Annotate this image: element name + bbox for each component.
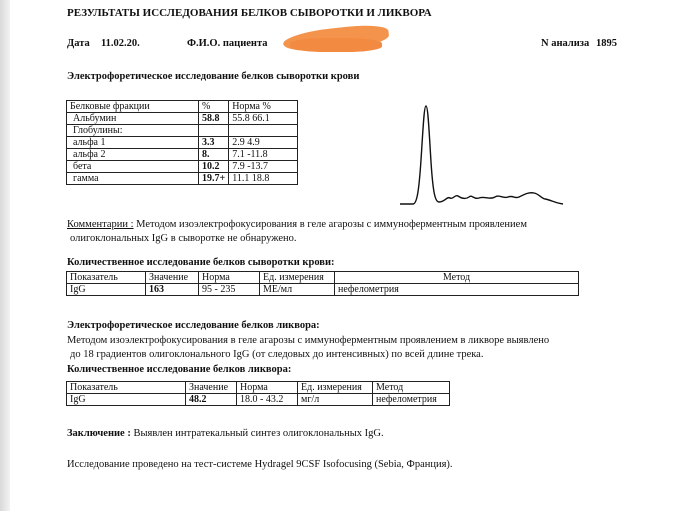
fraction-percent: 19.7+ [199,173,229,185]
csf-text-line-1: Методом изоэлектрофокусирования в геле агарозы с иммуноферментным проявлением в ликворе выявлено [67,335,550,346]
csf-text-line-2: до 18 градиентов олигоклонального IgG (от следовых до интенсивных) по всей длине трека. [70,349,484,360]
column-header: Метод [335,272,579,284]
method-cell: нефелометрия [373,394,450,406]
column-header: Норма [237,382,298,394]
norm-cell: 95 - 235 [199,284,260,296]
serum-electrophoresis-heading: Электрофоретическое исследование белков сыворотки крови [67,71,360,82]
curve-line [400,106,563,204]
column-header: Значение [186,382,237,394]
serum-quant-table [66,271,579,296]
fraction-name: Глобулины: [67,125,199,137]
column-header: Метод [373,382,450,394]
fraction-norm: 7.1 -11.8 [229,149,298,161]
fraction-name: бета [67,161,199,173]
conclusion-line [67,428,384,440]
table-row [67,149,298,161]
table-row [67,125,298,137]
table-header-row [67,101,298,113]
page-edge [0,0,10,511]
csf-quant-heading: Количественное исследование белков ликвора: [67,364,292,375]
electrophoresis-curve [395,100,570,210]
table-header-row [67,382,450,394]
fraction-norm: 7.9 -13.7 [229,161,298,173]
footer-text: Исследование проведено на тест-системе Hydragel 9CSF Isofocusing (Sebia, Франция). [67,459,453,470]
table-row [67,394,450,406]
comment-line-1 [67,219,527,231]
fraction-norm [229,125,298,137]
fraction-percent [199,125,229,137]
fraction-percent: 10.2 [199,161,229,173]
date-label: Дата [67,38,90,49]
fraction-name: альфа 2 [67,149,199,161]
column-header: Норма [199,272,260,284]
fraction-name: Альбумин [67,113,199,125]
value-cell: 163 [146,284,199,296]
unit-cell: МЕ/мл [260,284,335,296]
column-header: Показатель [67,272,146,284]
indicator-cell: IgG [67,394,186,406]
date-value: 11.02.20. [101,38,140,49]
serum-quant-heading: Количественное исследование белков сыворотки крови: [67,257,335,268]
unit-cell: мг/л [298,394,373,406]
table-row [67,284,579,296]
conclusion-label: Заключение : [67,428,131,439]
fraction-norm: 11.1 18.8 [229,173,298,185]
csf-quant-table [66,381,450,406]
fraction-norm: 2.9 4.9 [229,137,298,149]
column-header: Показатель [67,382,186,394]
value-cell: 48.2 [186,394,237,406]
patient-label: Ф.И.О. пациента [187,38,268,49]
column-header: Ед. измерения [260,272,335,284]
analysis-number: 1895 [596,38,617,49]
column-header: Значение [146,272,199,284]
column-header: Ед. измерения [298,382,373,394]
document-title: РЕЗУЛЬТАТЫ ИССЛЕДОВАНИЯ БЕЛКОВ СЫВОРОТКИ И ЛИКВОРА [67,7,432,19]
column-header: Белковые фракции [67,101,199,113]
comment-label: Комментарии : [67,219,134,230]
fraction-name: альфа 1 [67,137,199,149]
redaction-mark-2 [290,38,382,52]
column-header: % [199,101,229,113]
indicator-cell: IgG [67,284,146,296]
conclusion-text: Выявлен интратекальный синтез олигоклональных IgG. [133,428,384,439]
analysis-label: N анализа [541,38,590,49]
fraction-percent: 58.8 [199,113,229,125]
table-row [67,173,298,185]
comment-text-1: Методом изоэлектрофокусирования в геле агарозы с иммуноферментным проявлением [136,219,527,230]
table-row [67,137,298,149]
comment-line-2: олигоклональных IgG в сыворотке не обнаружено. [70,233,297,244]
column-header: Норма % [229,101,298,113]
serum-fractions-table [66,100,298,185]
fraction-norm: 55.8 66.1 [229,113,298,125]
fraction-percent: 3.3 [199,137,229,149]
csf-electrophoresis-heading: Электрофоретическое исследование белков ликвора: [67,320,320,331]
method-cell: нефелометрия [335,284,579,296]
fraction-percent: 8. [199,149,229,161]
table-row [67,161,298,173]
table-row [67,113,298,125]
fraction-name: гамма [67,173,199,185]
norm-cell: 18.0 - 43.2 [237,394,298,406]
table-header-row [67,272,579,284]
